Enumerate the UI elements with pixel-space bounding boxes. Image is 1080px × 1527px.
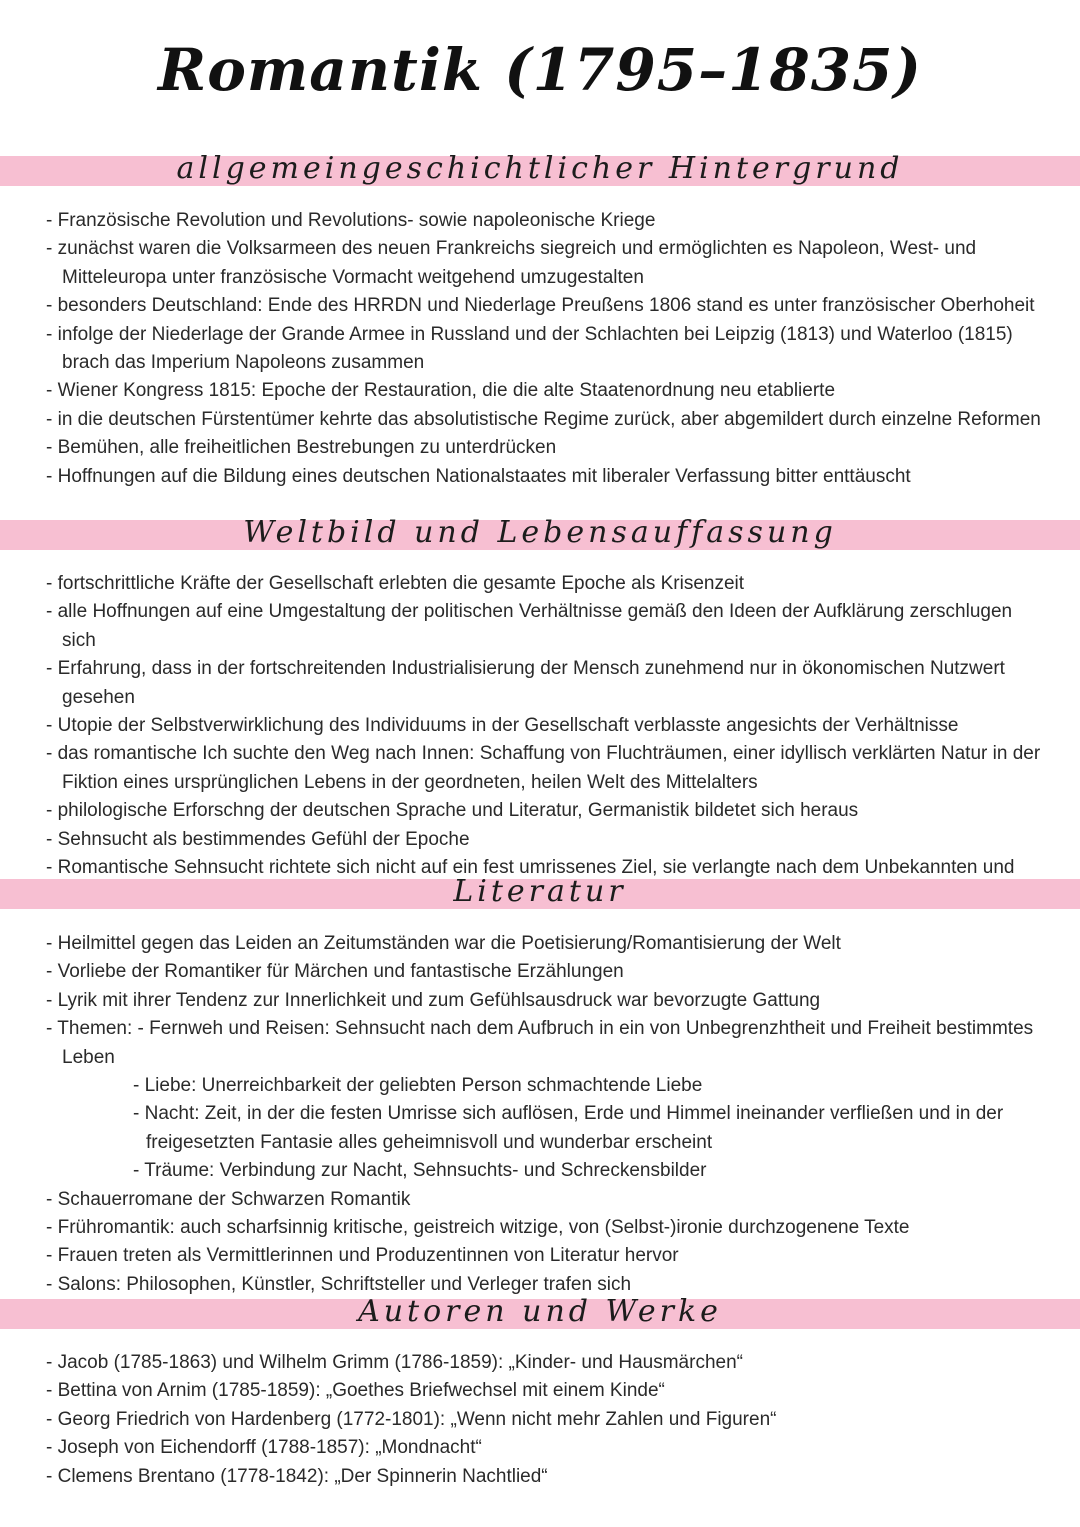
list-item: - besonders Deutschland: Ende des HRRDN und Niederlage Preußens 1806 stand es unter französischer Oberhoheit	[46, 292, 1046, 320]
list-item: - Schauerromane der Schwarzen Romantik	[46, 1186, 1046, 1214]
section-heading-autoren: Autoren und Werke	[358, 1294, 722, 1329]
section-heading-weltbild: Weltbild und Lebensauffassung	[243, 515, 837, 550]
list-item: - Clemens Brentano (1778-1842): „Der Spinnerin Nachtlied“	[46, 1463, 1046, 1491]
list-item: - Lyrik mit ihrer Tendenz zur Innerlichkeit und zum Gefühlsausdruck war bevorzugte Gattung	[46, 987, 1046, 1015]
list-item: - Wiener Kongress 1815: Epoche der Restauration, die die alte Staatenordnung neu etablierte	[46, 377, 1046, 405]
section-heading-literatur: Literatur	[453, 874, 627, 909]
section-autoren	[46, 1349, 1046, 1491]
list-item: - Romantische Sehnsucht richtete sich nicht auf ein fest umrissenes Ziel, sie verlangte nach dem Unbekannten und	[46, 854, 1046, 911]
list-item: - Utopie der Selbstverwirklichung des Individuums in der Gesellschaft verblasste angesichts der Verhältnisse	[46, 712, 1046, 740]
list-item: - in die deutschen Fürstentümer kehrte das absolutistische Regime zurück, aber abgemildert durch einzelne Reformen	[46, 406, 1046, 434]
page-title: Romantik (1795–1835)	[158, 36, 922, 104]
list-item: - philologische Erforschng der deutschen Sprache und Literatur, Germanistik bildetet sich heraus	[46, 797, 1046, 825]
list-item: - alle Hoffnungen auf eine Umgestaltung der politischen Verhältnisse gemäß den Ideen der Aufklärung zerschlugen sich	[46, 598, 1046, 655]
list-item: - Heilmittel gegen das Leiden an Zeitumständen war die Poetisierung/Romantisierung der Welt	[46, 930, 1046, 958]
list-item: - Erfahrung, dass in der fortschreitenden Industrialisierung der Mensch zunehmend nur in ökonomischen Nutzwert gesehen	[46, 655, 1046, 712]
section-hintergrund	[46, 207, 1046, 491]
list-item: - Vorliebe der Romantiker für Märchen und fantastische Erzählungen	[46, 958, 1046, 986]
list-item: - Frühromantik: auch scharfsinnig kritische, geistreich witzige, von (Selbst-)ironie durchzogenene Texte	[46, 1214, 1046, 1242]
list-item: - Bemühen, alle freiheitlichen Bestrebungen zu unterdrücken	[46, 434, 1046, 462]
list-item: - zunächst waren die Volksarmeen des neuen Frankreichs siegreich und ermöglichten es Napoleon, West- und Mitteleuropa unter französische Vormacht weitgehend umzugestalten	[46, 235, 1046, 292]
section-literatur	[46, 930, 1046, 1299]
list-item: - Sehnsucht als bestimmendes Gefühl der Epoche	[46, 826, 1046, 854]
themen-item: - Nacht: Zeit, in der die festen Umrisse sich auflösen, Erde und Himmel ineinander verfließen und in der freigesetzten Fantasie alles geheimnisvoll und wunderbar erscheint	[46, 1100, 1046, 1157]
list-item: - Bettina von Arnim (1785-1859): „Goethes Briefwechsel mit einem Kinde“	[46, 1377, 1046, 1405]
list-item: - Frauen treten als Vermittlerinnen und Produzentinnen von Literatur hervor	[46, 1242, 1046, 1270]
list-item: - Joseph von Eichendorff (1788-1857): „Mondnacht“	[46, 1434, 1046, 1462]
list-item: - Hoffnungen auf die Bildung eines deutschen Nationalstaates mit liberaler Verfassung bitter enttäuscht	[46, 463, 1046, 491]
list-item: - Themen: - Fernweh und Reisen: Sehnsucht nach dem Aufbruch in ein von Unbegrenzhtheit und Freiheit bestimmtes Leben	[46, 1015, 1046, 1072]
list-item: - das romantische Ich suchte den Weg nach Innen: Schaffung von Fluchträumen, einer idyllisch verklärten Natur in der Fiktion eines ursprünglichen Lebens in der geordneten, heilen Welt des Mittelalters	[46, 740, 1046, 797]
themen-item: - Träume: Verbindung zur Nacht, Sehnsuchts- und Schreckensbilder	[46, 1157, 1046, 1185]
list-item: - fortschrittliche Kräfte der Gesellschaft erlebten die gesamte Epoche als Krisenzeit	[46, 570, 1046, 598]
list-item: - Salons: Philosophen, Künstler, Schriftsteller und Verleger trafen sich	[46, 1271, 1046, 1299]
themen-label: Themen:	[57, 1018, 133, 1040]
list-item: - Jacob (1785-1863) und Wilhelm Grimm (1786-1859): „Kinder- und Hausmärchen“	[46, 1349, 1046, 1377]
list-item: - Georg Friedrich von Hardenberg (1772-1801): „Wenn nicht mehr Zahlen und Figuren“	[46, 1406, 1046, 1434]
section-heading-hintergrund: allgemeingeschichtlicher Hintergrund	[176, 151, 904, 186]
list-item: - Französische Revolution und Revolutions- sowie napoleonische Kriege	[46, 207, 1046, 235]
themen-item: - Liebe: Unerreichbarkeit der geliebten Person schmachtende Liebe	[46, 1072, 1046, 1100]
themen-item: Fernweh und Reisen: Sehnsucht nach dem Aufbruch in ein von Unbegrenzhtheit und Freiheit bestimmtes Leben	[62, 1018, 1034, 1068]
section-weltbild	[46, 570, 1046, 911]
list-item: - infolge der Niederlage der Grande Armee in Russland und der Schlachten bei Leipzig (1813) und Waterloo (1815) brach das Imperium Napoleons zusammen	[46, 321, 1046, 378]
